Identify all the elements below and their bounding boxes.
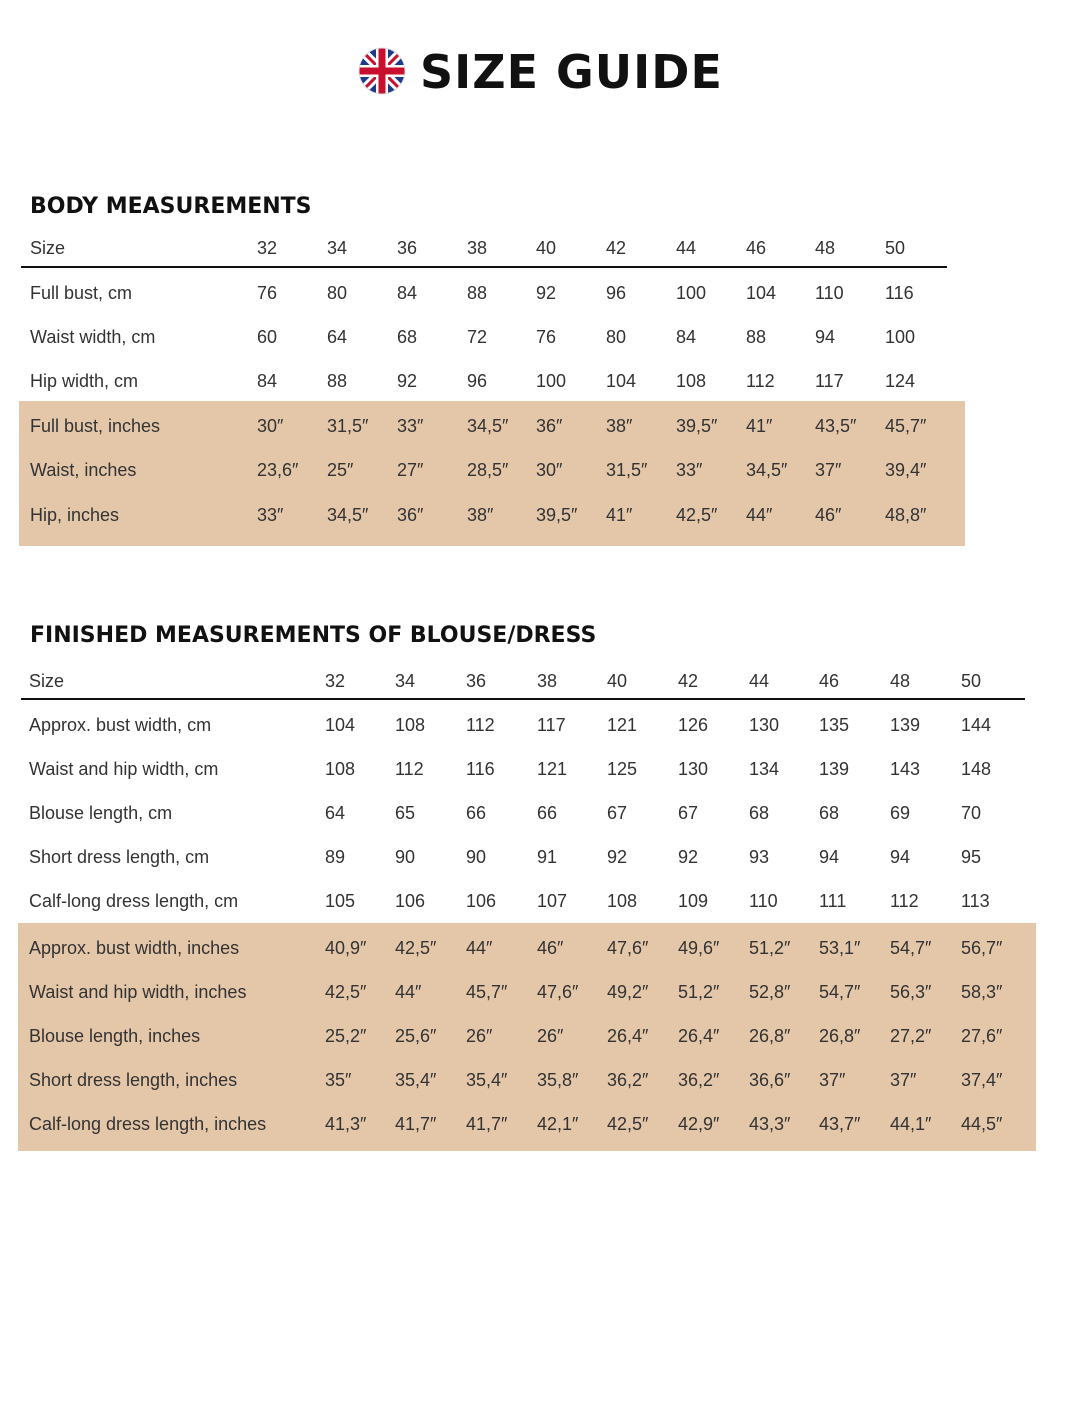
measurement-value: 92	[397, 371, 418, 391]
measurement-value: 116	[466, 759, 495, 779]
measurement-value: 93	[749, 847, 770, 867]
measurement-value: 43,7″	[819, 1114, 861, 1134]
size-column-header: 50	[961, 671, 982, 691]
measurement-label: Blouse length, cm	[29, 803, 173, 823]
measurement-value: 49,6″	[678, 938, 720, 958]
page-title: SIZE GUIDE	[420, 45, 723, 99]
measurement-value: 104	[606, 371, 637, 391]
size-column-header: 34	[327, 238, 348, 258]
table-row	[0, 835, 1036, 879]
size-column-header: 40	[607, 671, 628, 691]
measurement-value: 68	[397, 327, 418, 347]
size-column-header: 48	[815, 238, 836, 258]
measurement-value: 37″	[819, 1070, 846, 1090]
measurement-value: 41,7″	[395, 1114, 437, 1134]
measurement-value: 52,8″	[749, 982, 791, 1002]
measurement-value: 36,2″	[607, 1070, 649, 1090]
measurement-value: 104	[325, 715, 356, 735]
measurement-value: 33″	[257, 505, 284, 525]
measurement-value: 42,1″	[537, 1114, 579, 1134]
measurement-value: 134	[749, 759, 780, 779]
measurement-value: 88	[467, 283, 488, 303]
measurement-value: 91	[537, 847, 558, 867]
measurement-value: 38″	[606, 416, 633, 436]
measurement-value: 47,6″	[607, 938, 649, 958]
measurement-value: 64	[325, 803, 346, 823]
measurement-value: 92	[607, 847, 628, 867]
size-column-header: 32	[325, 671, 346, 691]
measurement-value: 33″	[676, 460, 703, 480]
measurement-value: 54,7″	[890, 938, 932, 958]
measurement-value: 41,3″	[325, 1114, 367, 1134]
measurement-value: 48,8″	[885, 505, 927, 525]
measurement-value: 36″	[536, 416, 563, 436]
finished-measurements-title: FINISHED MEASUREMENTS OF BLOUSE/DRESS	[30, 623, 597, 648]
measurement-value: 40,9″	[325, 938, 367, 958]
measurement-value: 35,4″	[466, 1070, 508, 1090]
measurement-value: 108	[395, 715, 426, 735]
measurement-value: 94	[890, 847, 911, 867]
table-row	[0, 747, 1036, 791]
size-column-header: 38	[467, 238, 488, 258]
size-column-header: 46	[746, 238, 767, 258]
measurement-value: 44″	[466, 938, 493, 958]
measurement-value: 46″	[815, 505, 842, 525]
measurement-label: Waist width, cm	[30, 327, 156, 347]
measurement-value: 117	[815, 371, 844, 391]
measurement-value: 44″	[395, 982, 422, 1002]
measurement-value: 33″	[397, 416, 424, 436]
size-column-header: 42	[678, 671, 699, 691]
measurement-value: 68	[819, 803, 840, 823]
measurement-value: 110	[815, 283, 844, 303]
measurement-value: 76	[257, 283, 278, 303]
measurement-value: 108	[325, 759, 356, 779]
measurement-value: 68	[749, 803, 770, 823]
size-column-header: 50	[885, 238, 906, 258]
measurement-value: 106	[466, 891, 497, 911]
measurement-value: 44,5″	[961, 1114, 1003, 1134]
measurement-value: 26,4″	[678, 1026, 720, 1046]
measurement-label: Calf-long dress length, inches	[29, 1114, 267, 1134]
table-row	[0, 1102, 1036, 1146]
measurement-value: 45,7″	[885, 416, 927, 436]
measurement-value: 105	[325, 891, 356, 911]
measurement-value: 67	[607, 803, 628, 823]
measurement-value: 94	[819, 847, 840, 867]
measurement-value: 67	[678, 803, 699, 823]
measurement-value: 125	[607, 759, 638, 779]
table-row	[0, 359, 965, 403]
measurement-label: Approx. bust width, cm	[29, 715, 212, 735]
measurement-value: 26,8″	[819, 1026, 861, 1046]
measurement-value: 37,4″	[961, 1070, 1003, 1090]
measurement-value: 53,1″	[819, 938, 861, 958]
measurement-value: 31,5″	[327, 416, 369, 436]
measurement-value: 26″	[466, 1026, 493, 1046]
measurement-value: 23,6″	[257, 460, 299, 480]
size-column-header: 36	[466, 671, 487, 691]
measurement-value: 109	[678, 891, 709, 911]
size-column-header: 48	[890, 671, 911, 691]
measurement-value: 42,5″	[676, 505, 718, 525]
measurement-value: 28,5″	[467, 460, 509, 480]
measurement-value: 90	[395, 847, 416, 867]
union-jack-flag-icon	[358, 47, 406, 95]
size-column-header: 34	[395, 671, 416, 691]
measurement-value: 66	[466, 803, 487, 823]
measurement-value: 148	[961, 759, 992, 779]
size-column-header: 40	[536, 238, 557, 258]
measurement-value: 111	[819, 891, 847, 911]
measurement-value: 27″	[397, 460, 424, 480]
table-row	[0, 926, 1036, 970]
measurement-value: 84	[676, 327, 697, 347]
measurement-value: 64	[327, 327, 348, 347]
measurement-value: 35,4″	[395, 1070, 437, 1090]
measurement-label: Waist and hip width, inches	[29, 982, 247, 1002]
table-header-row	[0, 230, 965, 274]
measurement-value: 144	[961, 715, 992, 735]
measurement-value: 70	[961, 803, 982, 823]
measurement-value: 96	[467, 371, 488, 391]
measurement-value: 76	[536, 327, 557, 347]
measurement-value: 51,2″	[749, 938, 791, 958]
measurement-value: 54,7″	[819, 982, 861, 1002]
measurement-value: 26″	[537, 1026, 564, 1046]
measurement-label: Waist and hip width, cm	[29, 759, 219, 779]
measurement-value: 65	[395, 803, 416, 823]
measurement-value: 72	[467, 327, 488, 347]
measurement-value: 44″	[746, 505, 773, 525]
measurement-value: 25,6″	[395, 1026, 437, 1046]
measurement-value: 112	[466, 715, 495, 735]
measurement-value: 121	[607, 715, 638, 735]
table-row	[0, 970, 1036, 1014]
measurement-value: 25,2″	[325, 1026, 367, 1046]
size-header-label: Size	[29, 671, 65, 691]
measurement-value: 139	[890, 715, 921, 735]
measurement-value: 84	[257, 371, 278, 391]
table-row	[0, 404, 965, 448]
measurement-value: 51,2″	[678, 982, 720, 1002]
measurement-value: 96	[606, 283, 627, 303]
measurement-label: Full bust, inches	[30, 416, 161, 436]
measurement-value: 26,8″	[749, 1026, 791, 1046]
size-column-header: 44	[749, 671, 770, 691]
measurement-value: 89	[325, 847, 346, 867]
measurement-value: 69	[890, 803, 911, 823]
measurement-value: 110	[749, 891, 778, 911]
table-row	[0, 703, 1036, 747]
measurement-label: Short dress length, cm	[29, 847, 210, 867]
measurement-label: Full bust, cm	[30, 283, 133, 303]
measurement-value: 112	[395, 759, 424, 779]
measurement-value: 108	[676, 371, 707, 391]
measurement-value: 34,5″	[746, 460, 788, 480]
measurement-value: 34,5″	[327, 505, 369, 525]
size-column-header: 42	[606, 238, 627, 258]
table-header-row	[0, 663, 1036, 707]
measurement-value: 116	[885, 283, 914, 303]
size-column-header: 32	[257, 238, 278, 258]
measurement-value: 130	[749, 715, 780, 735]
measurement-value: 37″	[890, 1070, 917, 1090]
table-row	[0, 448, 965, 492]
measurement-value: 42,5″	[607, 1114, 649, 1134]
measurement-value: 139	[819, 759, 850, 779]
measurement-value: 117	[537, 715, 566, 735]
measurement-value: 47,6″	[537, 982, 579, 1002]
table-row	[0, 315, 965, 359]
measurement-value: 92	[678, 847, 699, 867]
measurement-label: Hip width, cm	[30, 371, 139, 391]
measurement-value: 49,2″	[607, 982, 649, 1002]
measurement-value: 39,4″	[885, 460, 927, 480]
measurement-value: 56,7″	[961, 938, 1003, 958]
measurement-value: 121	[537, 759, 568, 779]
measurement-label: Approx. bust width, inches	[29, 938, 240, 958]
table-row	[0, 493, 965, 537]
measurement-value: 31,5″	[606, 460, 648, 480]
measurement-value: 41″	[606, 505, 633, 525]
measurement-value: 92	[536, 283, 557, 303]
measurement-value: 39,5″	[676, 416, 718, 436]
measurement-value: 26,4″	[607, 1026, 649, 1046]
table-row	[0, 271, 965, 315]
measurement-value: 43,3″	[749, 1114, 791, 1134]
measurement-value: 80	[606, 327, 627, 347]
measurement-value: 130	[678, 759, 709, 779]
measurement-value: 56,3″	[890, 982, 932, 1002]
measurement-label: Blouse length, inches	[29, 1026, 201, 1046]
measurement-value: 66	[537, 803, 558, 823]
measurement-value: 104	[746, 283, 777, 303]
measurement-value: 106	[395, 891, 426, 911]
measurement-value: 107	[537, 891, 568, 911]
measurement-label: Hip, inches	[30, 505, 120, 525]
table-row	[0, 1014, 1036, 1058]
measurement-label: Calf-long dress length, cm	[29, 891, 239, 911]
measurement-value: 30″	[257, 416, 284, 436]
size-header-label: Size	[30, 238, 66, 258]
measurement-value: 124	[885, 371, 916, 391]
measurement-value: 43,5″	[815, 416, 857, 436]
table-row	[0, 791, 1036, 835]
measurement-value: 42,5″	[325, 982, 367, 1002]
measurement-value: 88	[746, 327, 767, 347]
measurement-value: 95	[961, 847, 982, 867]
measurement-value: 84	[397, 283, 418, 303]
measurement-value: 135	[819, 715, 850, 735]
measurement-value: 41″	[746, 416, 773, 436]
measurement-label: Short dress length, inches	[29, 1070, 238, 1090]
measurement-value: 34,5″	[467, 416, 509, 436]
measurement-value: 35,8″	[537, 1070, 579, 1090]
measurement-value: 60	[257, 327, 278, 347]
size-column-header: 44	[676, 238, 697, 258]
measurement-value: 35″	[325, 1070, 352, 1090]
measurement-value: 88	[327, 371, 348, 391]
measurement-value: 25″	[327, 460, 354, 480]
measurement-value: 112	[890, 891, 919, 911]
measurement-value: 38″	[467, 505, 494, 525]
measurement-label: Waist, inches	[30, 460, 137, 480]
size-column-header: 38	[537, 671, 558, 691]
measurement-value: 46″	[537, 938, 564, 958]
measurement-value: 36,6″	[749, 1070, 791, 1090]
measurement-value: 90	[466, 847, 487, 867]
body-measurements-title: BODY MEASUREMENTS	[30, 194, 312, 219]
measurement-value: 27,2″	[890, 1026, 932, 1046]
size-column-header: 36	[397, 238, 418, 258]
measurement-value: 108	[607, 891, 638, 911]
measurement-value: 44,1″	[890, 1114, 932, 1134]
measurement-value: 45,7″	[466, 982, 508, 1002]
measurement-value: 27,6″	[961, 1026, 1003, 1046]
table-row	[0, 1058, 1036, 1102]
size-column-header: 46	[819, 671, 840, 691]
measurement-value: 126	[678, 715, 709, 735]
measurement-value: 58,3″	[961, 982, 1003, 1002]
measurement-value: 113	[961, 891, 990, 911]
measurement-value: 42,5″	[395, 938, 437, 958]
measurement-value: 100	[536, 371, 567, 391]
measurement-value: 37″	[815, 460, 842, 480]
measurement-value: 143	[890, 759, 921, 779]
measurement-value: 41,7″	[466, 1114, 508, 1134]
measurement-value: 94	[815, 327, 836, 347]
measurement-value: 100	[885, 327, 916, 347]
measurement-value: 42,9″	[678, 1114, 720, 1134]
measurement-value: 30″	[536, 460, 563, 480]
measurement-value: 36,2″	[678, 1070, 720, 1090]
measurement-value: 36″	[397, 505, 424, 525]
measurement-value: 39,5″	[536, 505, 578, 525]
measurement-value: 80	[327, 283, 348, 303]
measurement-value: 112	[746, 371, 775, 391]
measurement-value: 100	[676, 283, 707, 303]
page-header	[0, 44, 1065, 100]
table-row	[0, 879, 1036, 923]
